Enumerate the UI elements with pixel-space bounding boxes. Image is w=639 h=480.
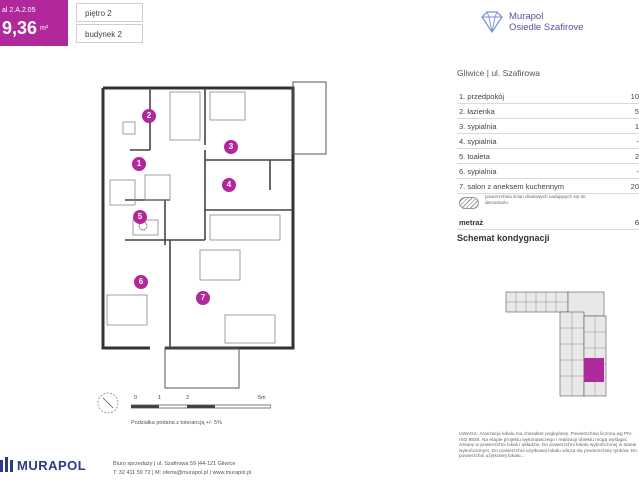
room-marker-5: 5 (133, 210, 147, 224)
metraz-row (457, 217, 639, 230)
room-name: 5. toaleta (459, 152, 490, 161)
room-area: 1 (634, 122, 639, 131)
room-name: 6. sypialnia (459, 167, 497, 176)
room-area: 5 (634, 107, 639, 116)
scale-tick: 1 (158, 395, 162, 401)
unit-area: 9,36 (2, 18, 38, 38)
office-contact: T: 32 411 59 72 | M: oferta@murapol.pl | www.murapol.pl (113, 470, 252, 476)
room-name: 2. łazienka (459, 107, 495, 116)
room-marker-3: 3 (224, 140, 238, 154)
room-row (457, 91, 639, 104)
brand-estate: Osiedle Szafirove (509, 22, 584, 33)
scale-bar (131, 403, 271, 411)
scale-tick: 2 (186, 395, 190, 401)
scale-note: Podziałka podana z tolerancją +/- 5% (131, 420, 222, 426)
demolishable-wall-swatch (459, 197, 479, 209)
metraz-label: metraż (459, 218, 484, 227)
room-marker-4: 4 (222, 178, 236, 192)
schemat-title: Schemat kondygnacji (457, 233, 550, 243)
room-area: - (636, 137, 639, 146)
diamond-logo-icon (479, 10, 505, 34)
compass-icon (95, 390, 121, 416)
room-area: - (636, 167, 639, 176)
scale-tick: 0 (134, 395, 138, 401)
building-key-plan (500, 288, 639, 400)
scale-tick: 5m (258, 395, 266, 401)
room-name: 7. salon z aneksem kuchennym (459, 182, 565, 191)
room-marker-2: 2 (142, 109, 156, 123)
unit-badge (0, 0, 68, 46)
room-name: 1. przedpokój (459, 92, 505, 101)
footer-logo-text: MURAPOL (17, 458, 87, 473)
room-name: 3. sypialnia (459, 122, 497, 131)
room-marker-7: 7 (196, 291, 210, 305)
room-row (457, 166, 639, 179)
highlighted-unit (584, 358, 604, 382)
room-marker-6: 6 (134, 275, 148, 289)
room-row (457, 121, 639, 134)
room-row (457, 151, 639, 164)
unit-label: al 2.A.2.05 (2, 7, 36, 14)
room-area: 20 (630, 182, 639, 191)
unit-area-unit: m² (40, 25, 49, 32)
room-marker-1: 1 (132, 157, 146, 171)
room-area: 10 (630, 92, 639, 101)
legend-text: powierzchnia ścian działowych nadających się do demontażu (485, 194, 586, 205)
office-address: Biuro sprzedaży | ul. Szafirowa 59 |44-121 Gliwice (113, 461, 236, 467)
room-row (457, 181, 639, 194)
room-row (457, 136, 639, 149)
building-box: budynek 2 (76, 24, 143, 43)
murapol-logo-icon (0, 456, 14, 474)
floor-box: piętro 2 (76, 3, 143, 22)
metraz-value: 6 (634, 218, 639, 227)
disclaimer-note: UWAGA: Aranżacja lokalu ma charakter poglądowy. Powierzchnia liczona wg PN-ISO 9836. Na etapie projektu wykonawczego i realizacji obiektu mogą wystąpić zmiany w powierzchni lokali i układzie. Do powierzchni lokalu wykończonej w stanie wykończonym. Do powierzchni użytkowej lokalu wlicza się powierzchnię tynków. Do powierzchni użytkowej lokalu... (459, 432, 637, 460)
brand-name: Murapol (509, 11, 544, 22)
room-name: 4. sypialnia (459, 137, 497, 146)
room-area: 2 (634, 152, 639, 161)
room-row (457, 106, 639, 119)
floor-plan (95, 80, 335, 390)
location: Gliwice | ul. Szafirowa (457, 68, 540, 78)
